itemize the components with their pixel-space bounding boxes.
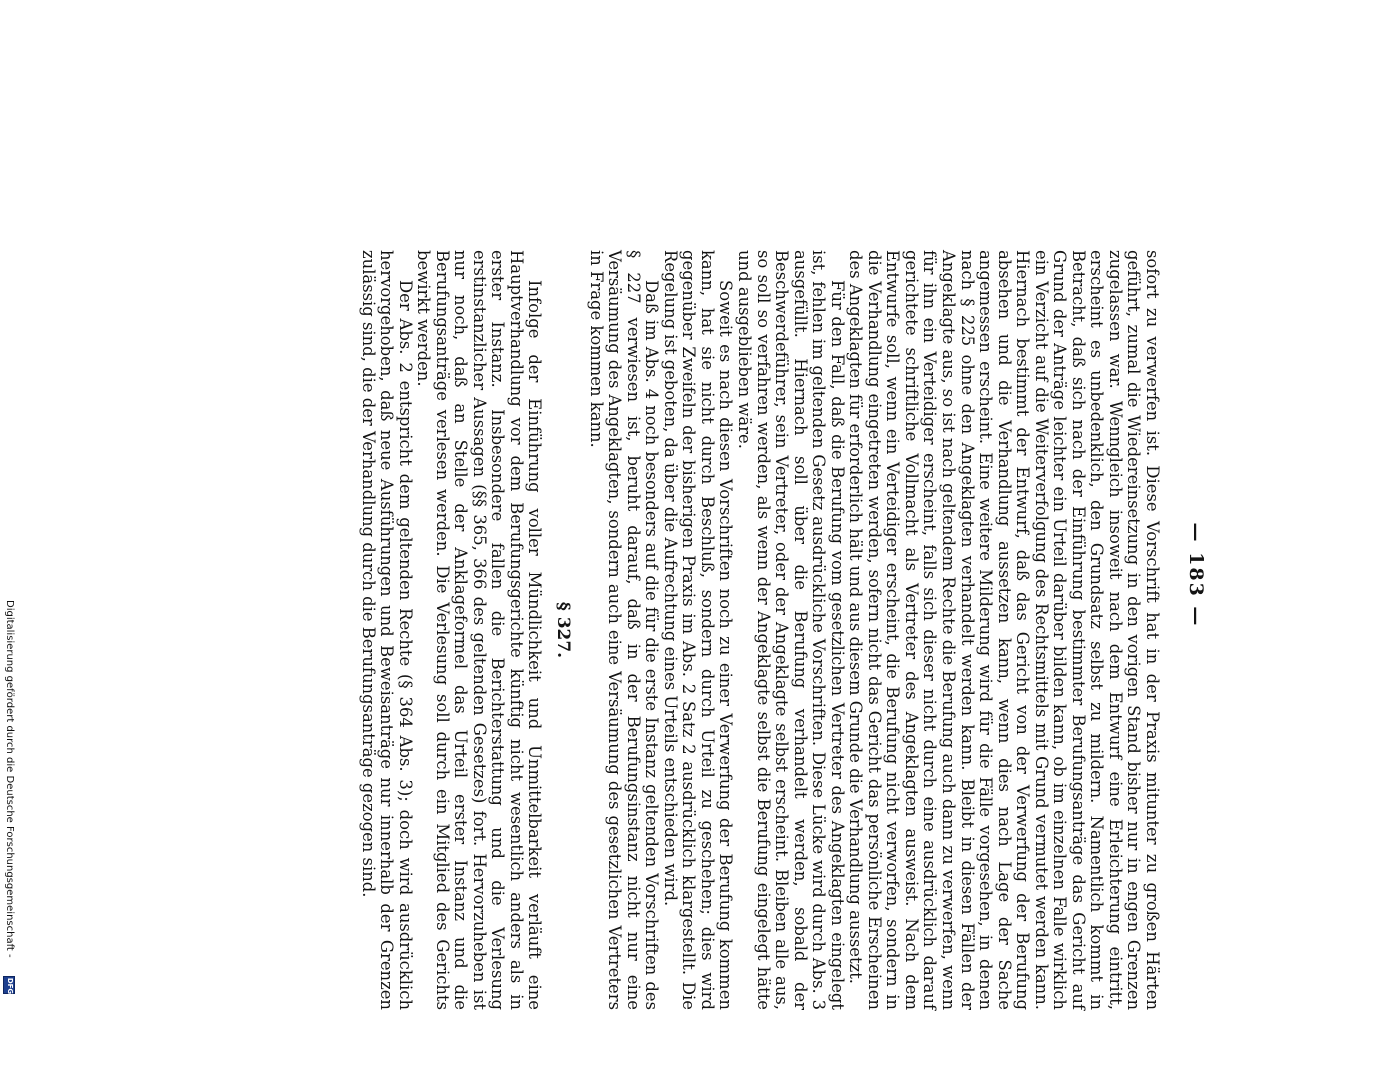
- section-heading: § 327.: [553, 601, 574, 659]
- dfg-logo: [3, 976, 15, 994]
- section-paragraph-1: Infolge der Einführung voller Mündlichkeit und Unmittelbarkeit verläuft eine Hauptverhandlung vor dem Berufungsgerichte künftig nicht wesentlich anders als in erster Instanz. Insbesondere fallen die Berichterstattung und die Verlesung erstinstanzlicher Aussagen (§§ 365, 366 des geltenden Gesetzes) fort. Hervorzuheben ist nur noch, daß an Stelle der Anklageformel das Urteil erster Instanz und die Berufungsanträge verlesen werden. Die Verlesung soll durch ein Mitglied des Gerichts bewirkt werden.: [414, 250, 545, 1010]
- rotated-page-content: [67, 75, 1217, 1075]
- section-paragraph-2: Der Abs. 2 entspricht dem geltenden Rechte (§ 364 Abs. 3); doch wird ausdrücklich hervorgehoben, daß neue Ausführungen und Beweisanträge nur innerhalb der Grenzen zulässig sind, die der Verhandlung durch die Berufungsanträge gezogen sind.: [358, 250, 415, 1010]
- body-paragraph-3: Soweit es nach diesen Vorschriften noch zu einer Verwerfung der Berufung kommen kann, hat sie nicht durch Beschluß, sondern durch Urteil zu geschehen; dies wird gegenüber Zweifeln der bisherigen Praxis im Abs. 2 Satz 2 ausdrücklich klargestellt. Die Regelung ist geboten, da über die Aufrechtung eines Urteils entschieden wird.: [660, 250, 736, 1010]
- body-paragraph-1: sofort zu verwerfen ist. Diese Vorschrift hat in der Praxis mitunter zu großen Härten geführt, zumal die Wiedereinsetzung in den vorigen Stand bisher nur in engen Grenzen zugelassen war. Wenngleich insoweit nach dem Entwurf eine Erleichterung eintritt, erscheint es unbedenklich, den Grundsatz selbst zu mildern. Namentlich kommt in Betracht, daß sich nach der Einführung bestimmter Berufungsanträge das Gericht auf Grund der Anträge leichter ein Urteil darüber bilden kann, ob im einzelnen Falle wirklich ein Verzicht auf die Weiterverfolgung des Rechtsmittels mit Grund vermutet werden kann. Hiernach bestimmt der Entwurf, daß das Gericht von der Verwerfung der Berufung absehen und die Verhandlung aussetzen kann, wenn dies nach Lage der Sache angemessen erscheint. Eine weitere Milderung wird für die Fälle vorgesehen, in denen nach § 225 ohne den Angeklagten verhandelt werden kann. Bleibt in diesen Fällen der Angeklagte aus, so ist nach geltendem Rechte die Berufung auch dann zu verwerfen, wenn für ihn ein Verteidiger erscheint, falls sich dieser nicht durch eine ausdrücklich darauf gerichtete schriftliche Vollmacht als Vertreter des Angeklagten ausweist. Nach dem Entwurfe soll, wenn ein Verteidiger erscheint, die Berufung nicht verworfen, sondern in die Verhandlung eingetreten werden, sofern nicht das Gericht das persönliche Erscheinen des Angeklagten für erforderlich hält und aus diesem Grunde die Verhandlung aussetzt.: [846, 250, 1162, 1010]
- dfg-logo-text: DFG: [6, 977, 14, 995]
- page-number: — 183 —: [1185, 522, 1207, 628]
- page-body: [77, 250, 1161, 1010]
- dfg-funding-notice: [2, 600, 16, 995]
- body-paragraph-2: Für den Fall, daß die Berufung vom gesetzlichen Vertreter des Angeklagten eingelegt ist, fehlen im geltenden Gesetz ausdrückliche Vorschriften. Diese Lücke wird durch Abs. 3 ausgefüllt. Hiernach soll über die Berufung verhandelt werden, sobald der Beschwerdeführer, sein Vertreter, oder der Angeklagte selbst erscheint. Bleiben alle aus, so soll so verfahren werden, als wenn der Angeklagte selbst die Berufung eingelegt hätte und ausgeblieben wäre.: [734, 250, 847, 1010]
- body-paragraph-4: Daß im Abs. 4 noch besonders auf die für die erste Instanz geltenden Vorschriften des § 227 verwiesen ist, beruht darauf, daß in der Berufungsinstanz nicht nur eine Versäumung des Angeklagten, sondern auch eine Versäumung des gesetzlichen Vertreters in Frage kommen kann.: [586, 250, 662, 1010]
- funding-notice-text: Digitalisierung gefördert durch die Deutsche Forschungsgemeinschaft -: [4, 600, 15, 958]
